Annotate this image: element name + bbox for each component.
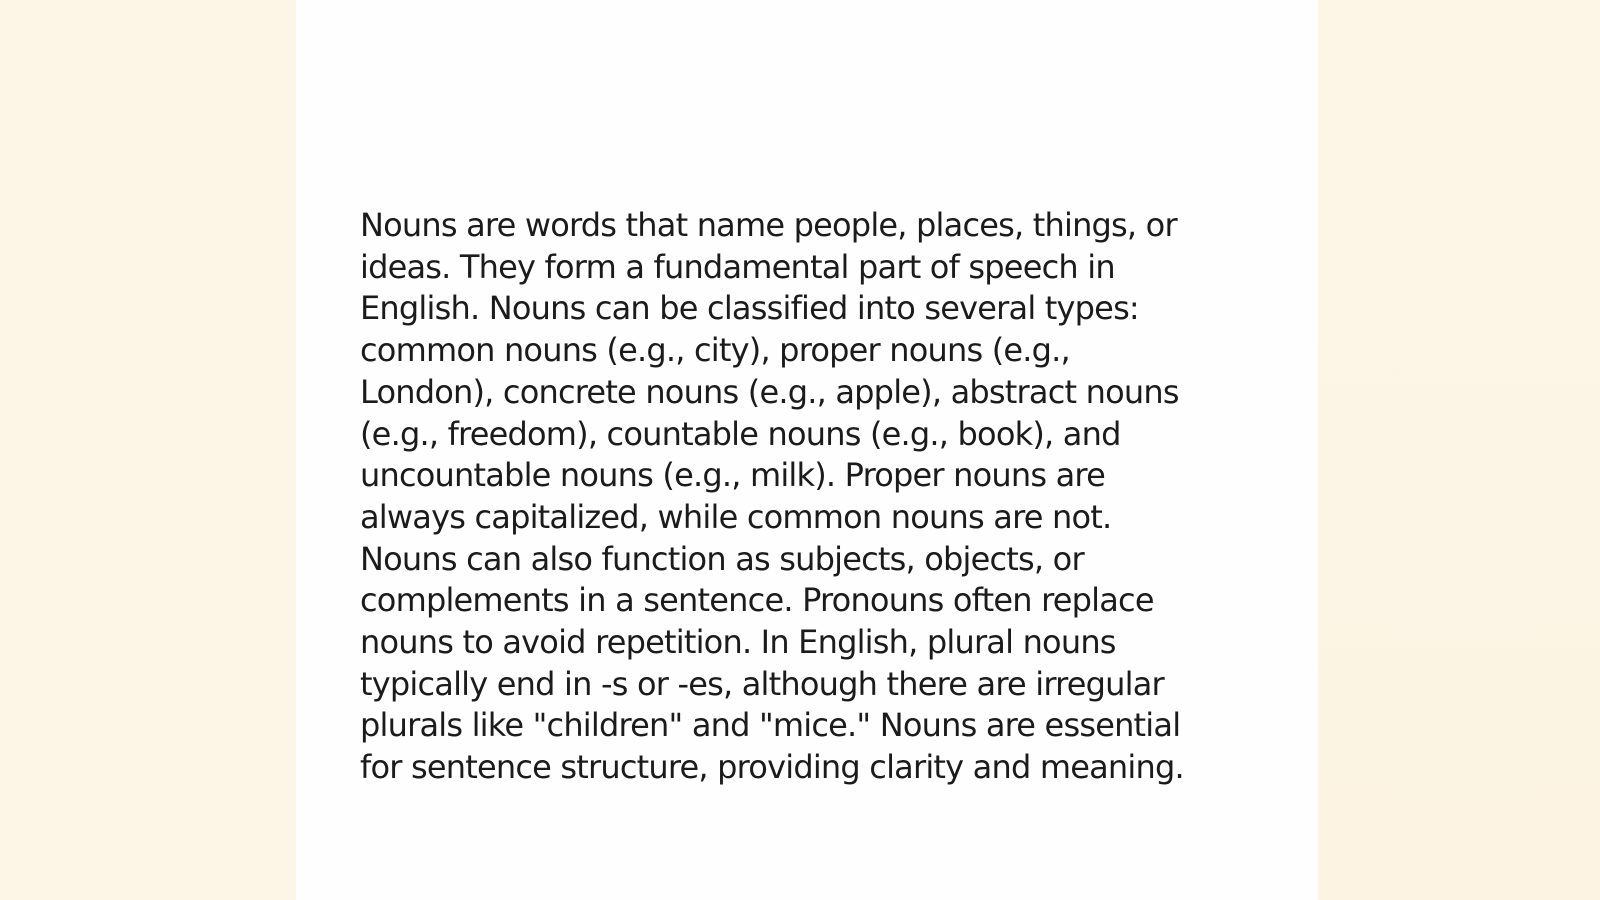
text-line: typically end in -s or -es, although there are irregular [360, 664, 1164, 703]
text-line: Nouns are words that name people, places, things, or [360, 206, 1177, 244]
text-line: uncountable nouns (e.g., milk). Proper nouns are [360, 456, 1105, 495]
text-line: always capitalized, while common nouns are not. [360, 497, 1112, 536]
text-line: Nouns can also function as subjects, objects, or [360, 539, 1084, 578]
document-page [296, 0, 1318, 900]
text-line: ideas. They form a fundamental part of speech in [360, 247, 1115, 286]
text-line: plurals like "children" and "mice." Nouns are essential [360, 706, 1181, 745]
text-line: English. Nouns can be classified into several types: [360, 289, 1139, 328]
text-line: London), concrete nouns (e.g., apple), abstract nouns [360, 372, 1179, 411]
text-line: for sentence structure, providing clarity and meaning. [360, 748, 1184, 787]
text-line: (e.g., freedom), countable nouns (e.g., book), and [360, 414, 1121, 453]
text-line: nouns to avoid repetition. In English, plural nouns [360, 623, 1116, 662]
text-line: complements in a sentence. Pronouns often replace [360, 581, 1154, 620]
text-line: common nouns (e.g., city), proper nouns (e.g., [360, 331, 1070, 370]
body-paragraph [360, 205, 1260, 789]
background-panel [1318, 0, 1600, 900]
